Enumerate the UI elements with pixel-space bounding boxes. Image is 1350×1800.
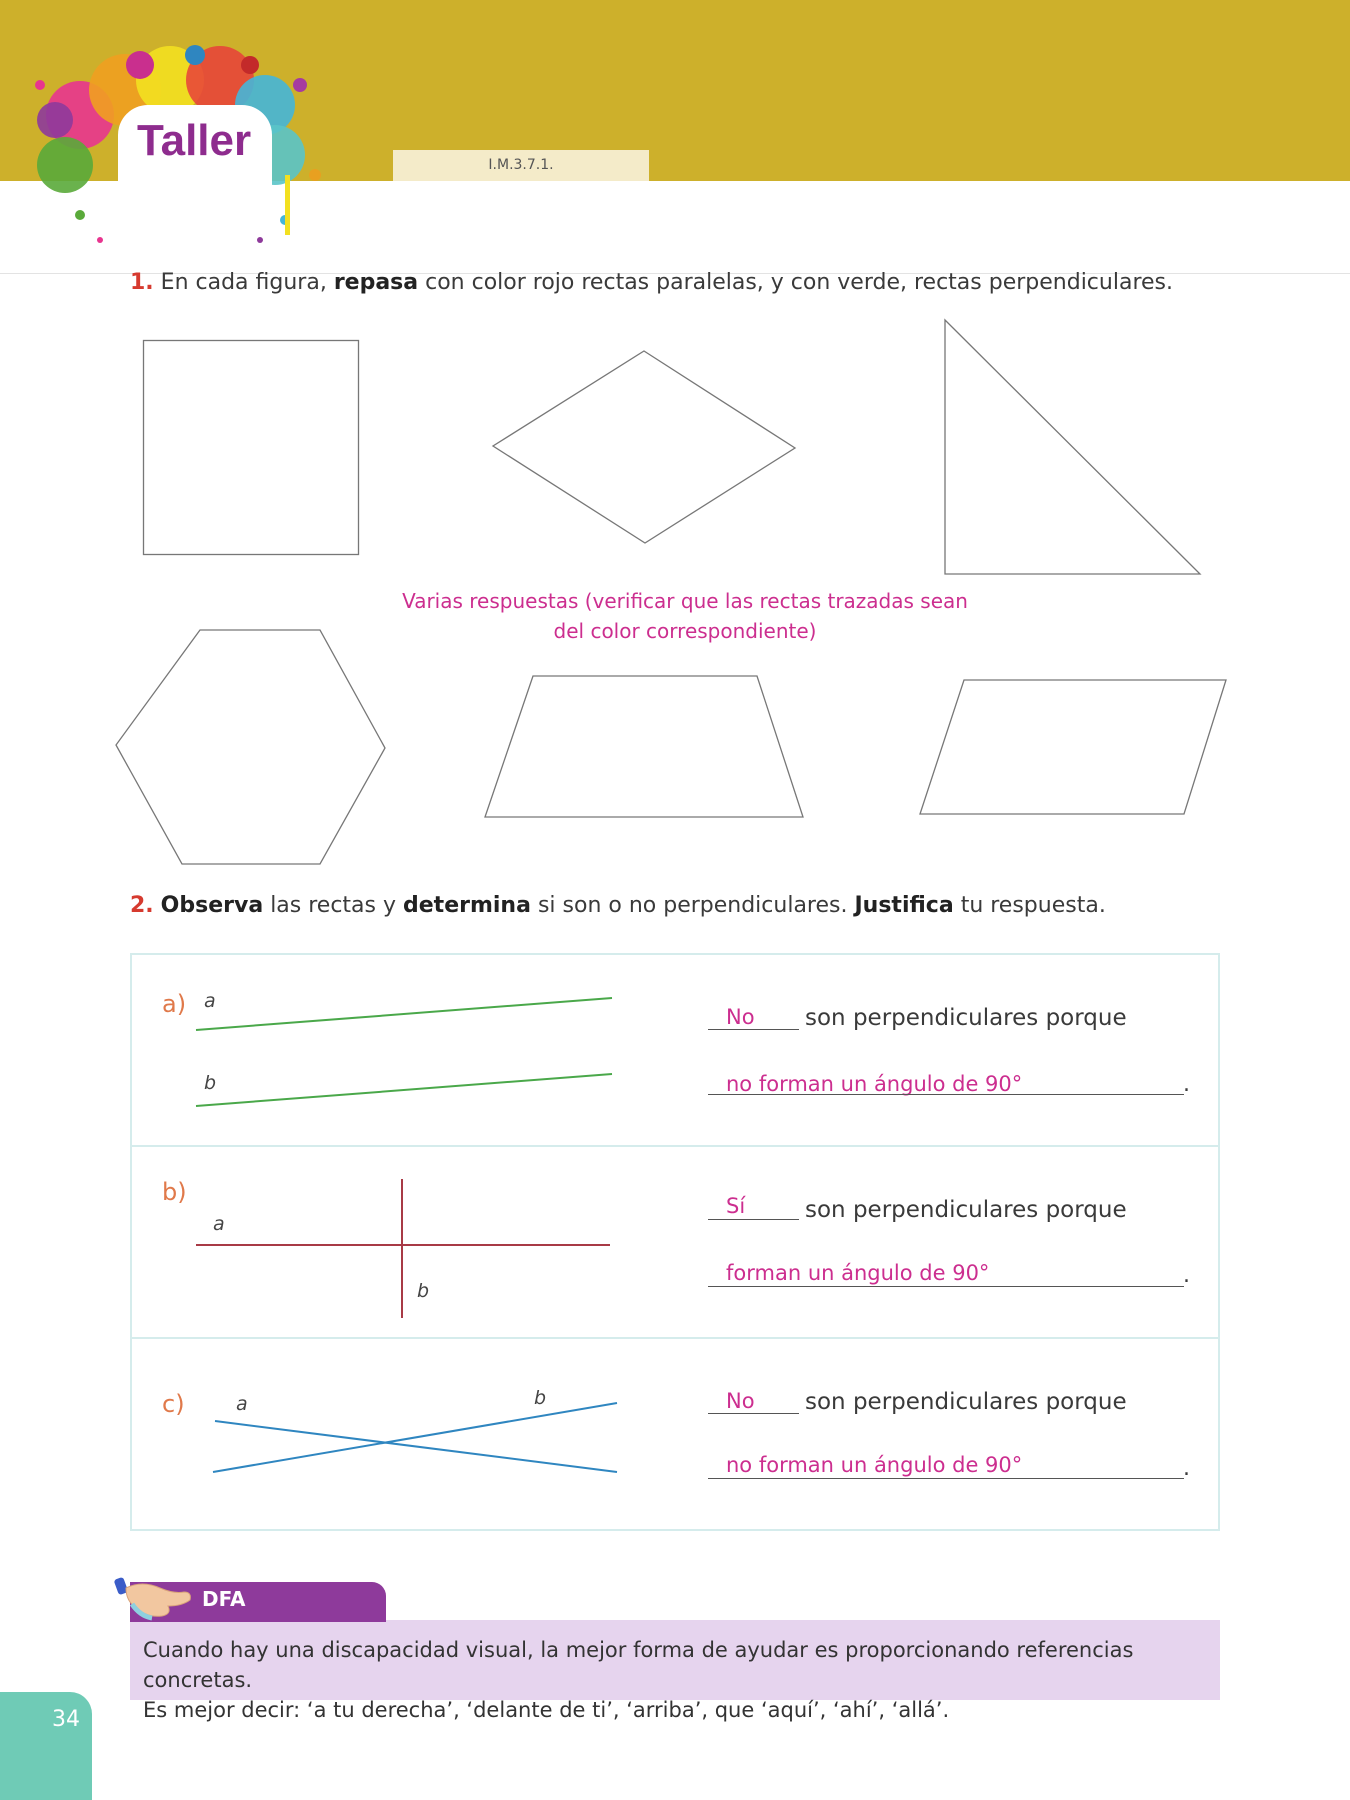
item-b-blank-short[interactable] bbox=[708, 1219, 799, 1220]
line-b-item-a bbox=[196, 1074, 612, 1106]
item-c-answer-long: no forman un ángulo de 90° bbox=[726, 1453, 1023, 1477]
indicator-code: I.M.3.7.1. bbox=[393, 150, 649, 181]
item-c-var-b: b bbox=[534, 1387, 547, 1409]
question-2-text-2: si son o no perpendiculares. bbox=[537, 893, 848, 918]
item-b-var-b: b bbox=[417, 1280, 430, 1302]
item-c-answer-short: No bbox=[726, 1389, 755, 1413]
question-2-bold-2: determina bbox=[403, 893, 531, 918]
item-b-answer-short: Sí bbox=[726, 1194, 746, 1218]
dfa-text bbox=[143, 1635, 1213, 1725]
question-2-number: 2. bbox=[130, 893, 154, 918]
item-a-answer-short: No bbox=[726, 1005, 755, 1029]
item-b-answer-long: forman un ángulo de 90° bbox=[726, 1261, 990, 1285]
question-2-text-1: las rectas y bbox=[270, 893, 397, 918]
question-2-text-3: tu respuesta. bbox=[960, 893, 1106, 918]
item-a-period: . bbox=[1183, 1072, 1190, 1097]
dfa-line-1: Cuando hay una discapacidad visual, la mejor forma de ayudar es proporcionando referencias concretas. bbox=[143, 1638, 1134, 1692]
item-b-blank-long[interactable] bbox=[708, 1286, 1184, 1287]
item-c-letter: c) bbox=[162, 1390, 185, 1418]
answer-note-line-2: del color correspondiente) bbox=[553, 619, 817, 643]
item-a-blank-long[interactable] bbox=[708, 1094, 1184, 1095]
question-2-bold-3: Justifica bbox=[854, 893, 954, 918]
item-a-var-a: a bbox=[204, 990, 216, 1012]
item-c-var-a: a bbox=[236, 1393, 248, 1415]
item-a-blank-short[interactable] bbox=[708, 1029, 799, 1030]
question-2-bold-1: Observa bbox=[160, 893, 264, 918]
line-a-item-c bbox=[215, 1421, 617, 1472]
item-c-blank-long[interactable] bbox=[708, 1478, 1184, 1479]
page-number: 34 bbox=[52, 1707, 80, 1732]
question-1-text-before: En cada figura, bbox=[160, 270, 327, 295]
item-c-period: . bbox=[1183, 1456, 1190, 1481]
item-b-var-a: a bbox=[213, 1213, 225, 1235]
item-b-letter: b) bbox=[162, 1178, 187, 1206]
item-a-var-b: b bbox=[204, 1072, 217, 1094]
hand-icon bbox=[112, 1570, 202, 1625]
item-c-sentence: son perpendiculares porque bbox=[805, 1389, 1127, 1415]
item-a-letter: a) bbox=[162, 990, 187, 1018]
dfa-label: DFA bbox=[202, 1587, 246, 1611]
item-b-sentence: son perpendiculares porque bbox=[805, 1197, 1127, 1223]
question-1-text-after: con color rojo rectas paralelas, y con verde, rectas perpendiculares. bbox=[425, 270, 1173, 295]
dfa-line-2: Es mejor decir: ‘a tu derecha’, ‘delante de ti’, ‘arriba’, que ‘aquí’, ‘ahí’, ‘allá’. bbox=[143, 1698, 950, 1722]
item-c-blank-short[interactable] bbox=[708, 1413, 799, 1414]
item-a-answer-long: no forman un ángulo de 90° bbox=[726, 1072, 1023, 1096]
question-1-bold: repasa bbox=[333, 270, 419, 295]
answer-note-line-1: Varias respuestas (verificar que las rectas trazadas sean bbox=[402, 589, 968, 613]
question-1-number: 1. bbox=[130, 270, 154, 295]
item-a-sentence: son perpendiculares porque bbox=[805, 1005, 1127, 1031]
section-title: Taller bbox=[137, 116, 252, 165]
line-a-item-a bbox=[196, 998, 612, 1030]
line-b-item-c bbox=[213, 1403, 617, 1472]
item-b-period: . bbox=[1183, 1263, 1190, 1288]
